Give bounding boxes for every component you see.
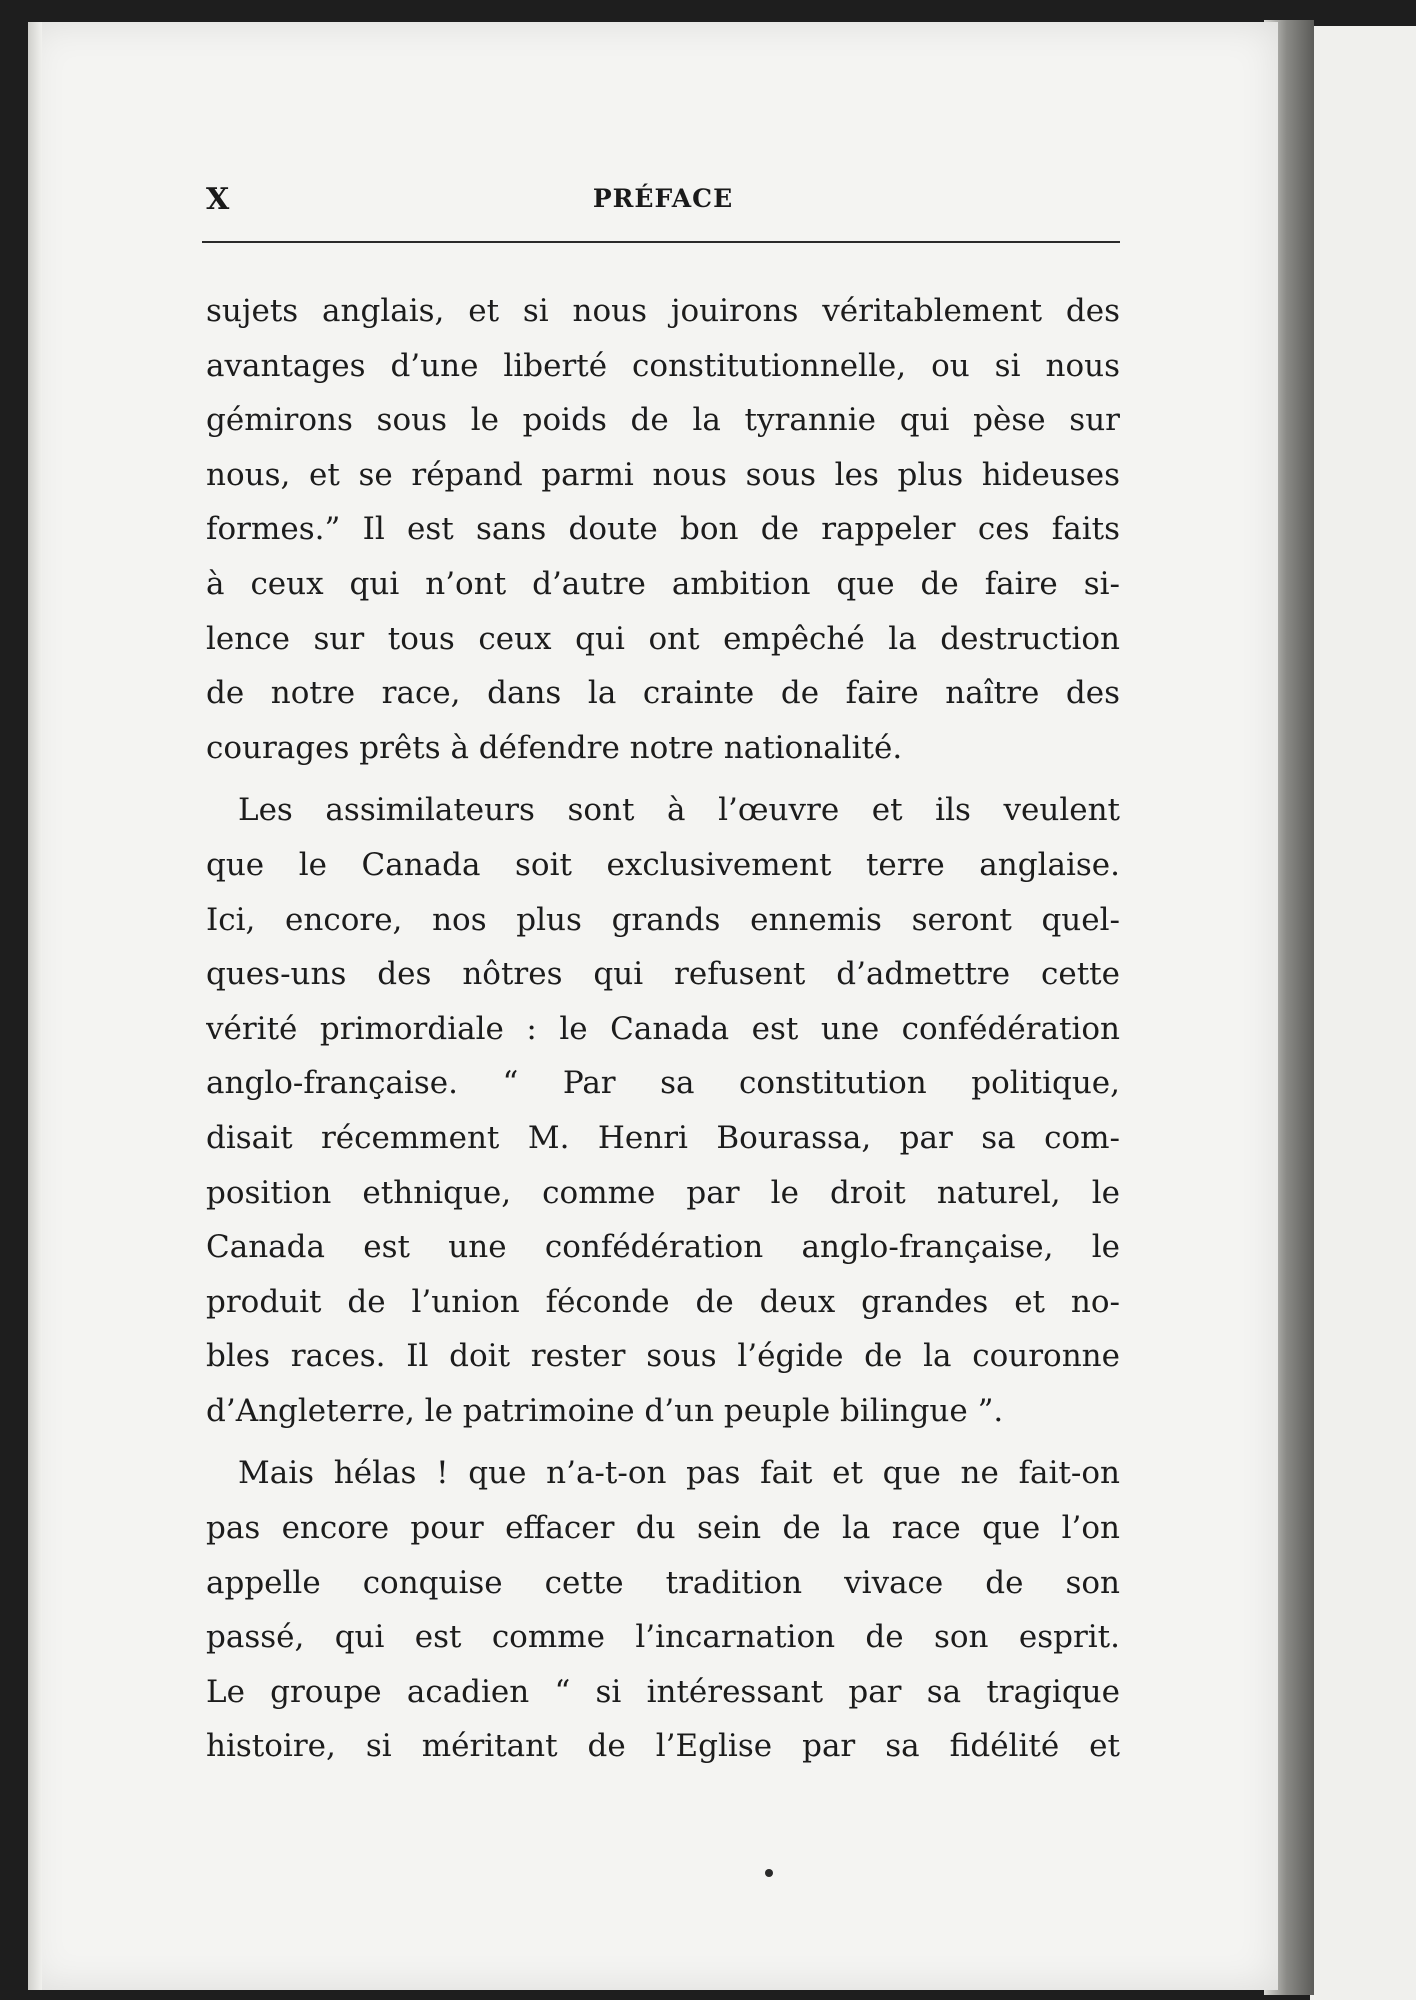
text-line: lence sur tous ceux qui ont empêché la destruction [206,620,1120,657]
text-line: Mais hélas ! que n’a-t-on pas fait et que ne fait-on [238,1455,1120,1492]
text-line: anglo-française. “ Par sa constitution politique, [206,1065,1120,1102]
text-line: produit de l’union féconde de deux grandes et no- [206,1283,1120,1320]
text-line: de notre race, dans la crainte de faire naître des [206,675,1120,712]
paragraph-2 [206,783,1120,1438]
text-line: disait récemment M. Henri Bourassa, par sa com- [206,1119,1120,1156]
paragraph-1 [206,284,1120,775]
text-line: histoire, si méritant de l’Eglise par sa fidélité et [206,1728,1120,1765]
text-line: bles races. Il doit rester sous l’égide de la couronne [206,1338,1120,1375]
text-line: vérité primordiale : le Canada est une confédération [206,1010,1120,1047]
text-line-last: courages prêts à défendre notre nationalité. [206,729,903,766]
text-line: appelle conquise cette tradition vivace de son [206,1564,1120,1601]
text-line: position ethnique, comme par le droit naturel, le [206,1174,1120,1211]
text-line: que le Canada soit exclusivement terre anglaise. [206,846,1120,883]
paragraph-gap [206,775,1120,783]
text-line: sujets anglais, et si nous jouirons véritablement des [206,293,1120,329]
header-rule [202,241,1120,243]
text-line: nous, et se répand parmi nous sous les plus hideuses [206,456,1120,493]
text-line: Les assimilateurs sont à l’œuvre et ils veulent [238,792,1120,829]
text-line: à ceux qui n’ont d’autre ambition que de faire si- [206,565,1120,602]
ink-speck [765,1869,773,1877]
text-line: avantages d’une liberté constitutionnelle, ou si nous [206,347,1120,384]
text-line: gémirons sous le poids de la tyrannie qui pèse sur [206,402,1120,439]
page-number: X [206,182,230,217]
page-header [206,178,1120,238]
paragraph-3 [206,1446,1120,1774]
running-head: PRÉFACE [592,184,734,213]
page-edge-shadow [28,22,42,1990]
text-line: Canada est une confédération anglo-française, le [206,1229,1120,1266]
text-line: Ici, encore, nos plus grands ennemis seront quel- [206,901,1120,938]
text-line: pas encore pour effacer du sein de la race que l’on [206,1510,1120,1547]
text-line: Le groupe acadien “ si intéressant par sa tragique [206,1673,1120,1710]
paragraph-gap [206,1438,1120,1446]
body-text [206,284,1120,1774]
text-line: ques-uns des nôtres qui refusent d’admettre cette [206,956,1120,993]
text-line: passé, qui est comme l’incarnation de son esprit. [206,1619,1120,1656]
facing-page-edge [1310,26,1416,2000]
text-line: formes.” Il est sans doute bon de rappeler ces faits [206,511,1120,548]
text-line-last: d’Angleterre, le patrimoine d’un peuple bilingue ”. [206,1392,1004,1429]
